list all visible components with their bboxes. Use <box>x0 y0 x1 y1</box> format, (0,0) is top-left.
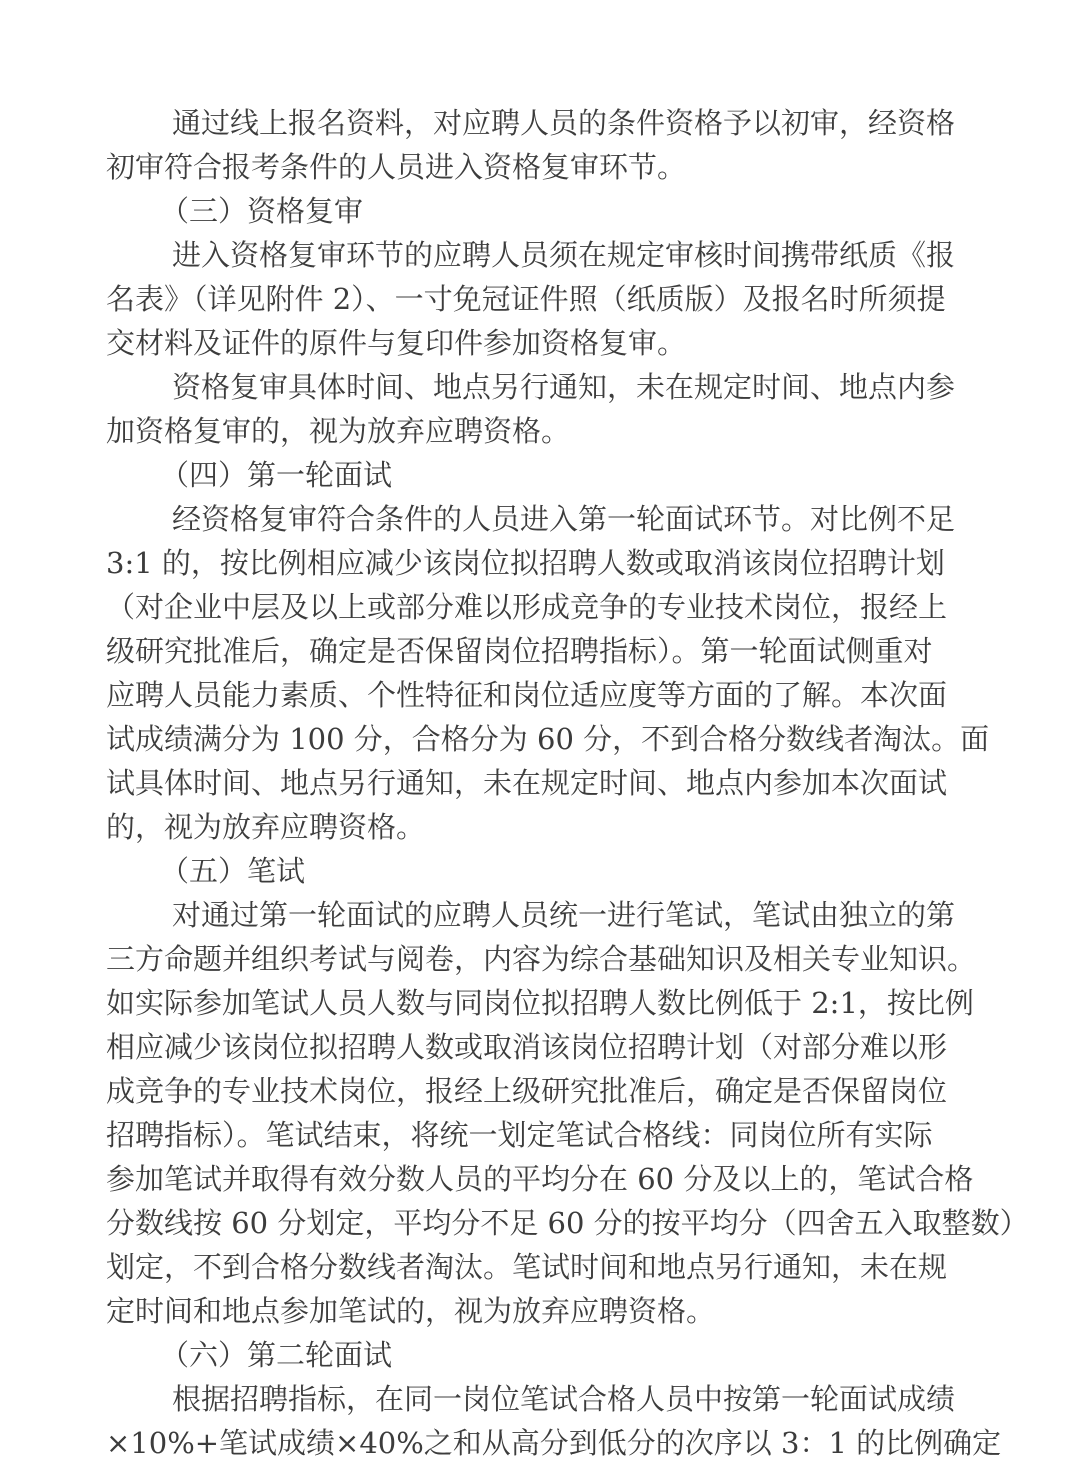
paragraph-line: 三方命题并组织考试与阅卷，内容为综合基础知识及相关专业知识。 <box>106 942 977 976</box>
paragraph-line: 3:1 的，按比例相应减少该岗位拟招聘人数或取消该岗位招聘计划 <box>106 546 945 580</box>
section-heading-5: （五）笔试 <box>160 854 306 888</box>
paragraph-line: （对企业中层及以上或部分难以形成竞争的专业技术岗位，报经上 <box>106 590 948 624</box>
paragraph-line: 根据招聘指标，在同一岗位笔试合格人员中按第一轮面试成绩 <box>172 1382 956 1416</box>
paragraph-line: 划定，不到合格分数线者淘汰。笔试时间和地点另行通知，未在规 <box>106 1250 948 1284</box>
paragraph-line: 进入资格复审环节的应聘人员须在规定审核时间携带纸质《报 <box>172 238 956 272</box>
paragraph-line: 成竞争的专业技术岗位，报经上级研究批准后，确定是否保留岗位 <box>106 1074 948 1108</box>
paragraph-line: 试成绩满分为 100 分，合格分为 60 分，不到合格分数线者淘汰。面 <box>106 722 990 756</box>
paragraph-line: 的，视为放弃应聘资格。 <box>106 810 426 844</box>
paragraph-line: 相应减少该岗位拟招聘人数或取消该岗位招聘计划（对部分难以形 <box>106 1030 948 1064</box>
section-heading-3: （三）资格复审 <box>160 194 364 228</box>
paragraph-line: 级研究批准后，确定是否保留岗位招聘指标）。第一轮面试侧重对 <box>106 634 933 668</box>
paragraph-line: 应聘人员能力素质、个性特征和岗位适应度等方面的了解。本次面 <box>106 678 948 712</box>
paragraph-line: 名表》（详见附件 2）、一寸免冠证件照（纸质版）及报名时所须提 <box>106 282 946 316</box>
section-heading-4: （四）第一轮面试 <box>160 458 393 492</box>
paragraph-line: 对通过第一轮面试的应聘人员统一进行笔试，笔试由独立的第 <box>172 898 956 932</box>
section-heading-6: （六）第二轮面试 <box>160 1338 393 1372</box>
paragraph-line: 资格复审具体时间、地点另行通知，未在规定时间、地点内参 <box>172 370 956 404</box>
paragraph-line: 交材料及证件的原件与复印件参加资格复审。 <box>106 326 687 360</box>
paragraph-line-cut-off: ×10%+笔试成绩×40%之和从高分到低分的次序以 3：1 的比例确定 <box>106 1426 1002 1460</box>
paragraph-line: 经资格复审符合条件的人员进入第一轮面试环节。对比例不足 <box>172 502 956 536</box>
paragraph-line: 初审符合报考条件的人员进入资格复审环节。 <box>106 150 687 184</box>
paragraph-line: 通过线上报名资料，对应聘人员的条件资格予以初审，经资格 <box>172 106 956 140</box>
paragraph-line: 定时间和地点参加笔试的，视为放弃应聘资格。 <box>106 1294 716 1328</box>
paragraph-line: 如实际参加笔试人员人数与同岗位拟招聘人数比例低于 2:1，按比例 <box>106 986 974 1020</box>
paragraph-line: 参加笔试并取得有效分数人员的平均分在 60 分及以上的，笔试合格 <box>106 1162 974 1196</box>
paragraph-line: 加资格复审的，视为放弃应聘资格。 <box>106 414 571 448</box>
paragraph-line: 招聘指标）。笔试结束，将统一划定笔试合格线：同岗位所有实际 <box>106 1118 933 1152</box>
paragraph-line: 试具体时间、地点另行通知，未在规定时间、地点内参加本次面试 <box>106 766 948 800</box>
paragraph-line: 分数线按 60 分划定，平均分不足 60 分的按平均分（四舍五入取整数） <box>106 1206 1029 1240</box>
